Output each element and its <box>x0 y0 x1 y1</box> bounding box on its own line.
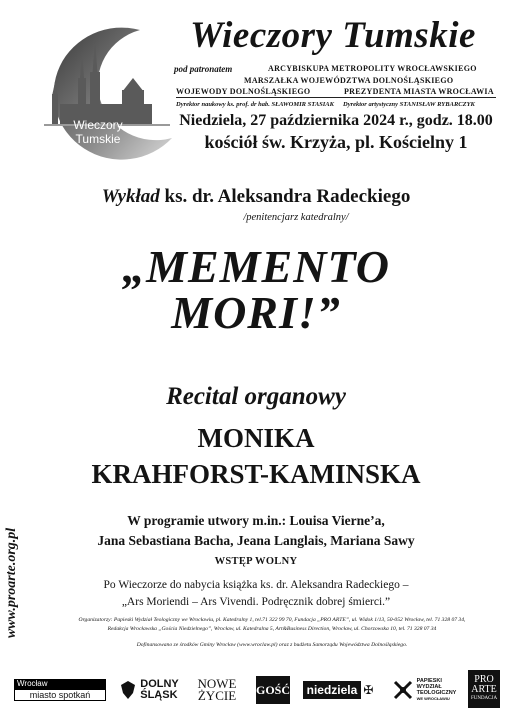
nowe-line2: ŻYCIE <box>197 688 237 703</box>
patron-line-2: MARSZAŁKA WOJEWÓDZTWA DOLNOŚLĄSKIEGO <box>244 76 454 85</box>
patron-line-left: WOJEWODY DOLNOŚLĄSKIEGO <box>176 87 311 96</box>
director-scientific: Dyrektor naukowy ks. prof. dr hab. SŁAWOMIR STASIAK <box>176 101 334 108</box>
program-line2: Jana Sebastiana Bacha, Jeana Langlais, Mariana Sawy <box>97 533 415 548</box>
book-line1: Po Wieczorze do nabycia książka ks. dr. Aleksandra Radeckiego – <box>103 579 409 591</box>
lecture-title <box>40 241 472 338</box>
pwt-line3: TEOLOGICZNY <box>416 690 457 696</box>
pwt-logo <box>386 678 462 702</box>
organizers-line2: Redakcja Wrocławska „Gościa Niedzielnego”, Wrocław, ul. Katedralna 5, Art&Business Direction, Wrocław, ul. Chorzowska 10, tel. 71 328 07 34 <box>107 625 437 632</box>
speaker-role: /penitencjarz katedralny/ <box>243 212 349 223</box>
logo-text-line1: Wieczory <box>73 118 123 132</box>
wieczory-tumskie-logo <box>22 20 182 160</box>
lecture-speaker: ks. dr. Aleksandra Radeckiego <box>159 186 411 207</box>
program-text <box>40 511 472 551</box>
free-entry: WSTĘP WOLNY <box>214 556 298 567</box>
proarte-line1: PRO <box>474 674 494 685</box>
proarte-line2: ARTE <box>471 684 497 695</box>
artist-line1: MONIKA <box>197 423 315 453</box>
patronage-label: pod patronatem <box>174 64 233 74</box>
wroclaw-logo-line2: miasto spotkań <box>14 689 106 701</box>
website-link[interactable]: www.proarte.org.pl <box>4 527 19 639</box>
niedziela-logo <box>300 678 376 702</box>
pwt-line4: WE WROCŁAWIU <box>416 696 450 701</box>
dolny-line2: ŚLĄSK <box>140 689 178 701</box>
lecture-title-line2: MORI!” <box>171 287 341 338</box>
event-place: kościół św. Krzyża, pl. Kościelny 1 <box>204 132 468 152</box>
niedziela-text: niedziela <box>303 681 362 699</box>
gosc-niedzielny-logo: GOŚĆ <box>256 676 290 704</box>
wroclaw-logo-line1: Wrocław <box>14 679 106 689</box>
nowe-zycie-logo <box>194 678 240 702</box>
director-artistic: Dyrektor artystyczny STANISŁAW RYBARCZYK <box>343 101 475 108</box>
proarte-line3: FUNDACJA <box>470 696 498 701</box>
event-date: Niedziela, 27 października 2024 r., godz. 18.00 <box>179 112 493 129</box>
artist-line2: KRAHFORST-KAMINSKA <box>91 459 421 489</box>
pro-arte-logo <box>468 670 500 708</box>
header-divider <box>176 97 496 98</box>
keys-icon <box>392 679 414 701</box>
artist-name <box>40 420 472 492</box>
organizers-line1: Organizatorzy: Papieski Wydział Teologiczny we Wrocławiu, pl. Katedralny 1, tel.71 322 99 70, Fundacja „PRO ARTE”, ul. Widok 1/13, 50-052 Wrocław, tel. 71 328 07 34, <box>78 617 466 623</box>
lecture-title-line1: „MEMENTO <box>122 241 390 292</box>
lecture-label: Wykład <box>101 186 160 207</box>
logo-text-line2: Tumskie <box>75 132 121 146</box>
organizers <box>40 616 504 633</box>
wroclaw-logo <box>14 678 106 702</box>
book-info <box>40 577 472 611</box>
sponsor-logos <box>0 668 512 712</box>
cross-icon: ✠ <box>363 683 374 697</box>
patron-line-1: ARCYBISKUPA METROPOLITY WROCŁAWSKIEGO <box>268 64 477 73</box>
funding-note: Dofinansowano ze środków Gminy Wrocław (www.wroclaw.pl) oraz z budżetu Samorządu Województwa Dolnośląskiego. <box>136 642 408 648</box>
dolny-line1: DOLNY <box>140 678 179 690</box>
patron-line-right: PREZYDENTA MIASTA WROCŁAWIA <box>344 87 494 96</box>
lecture-heading <box>40 186 472 208</box>
pwt-line2: WYDZIAŁ <box>416 684 442 690</box>
pwt-line1: PAPIESKI <box>416 678 442 684</box>
page-title: Wieczory Tumskie <box>190 15 476 56</box>
program-line1: W programie utwory m.in.: Louisa Vierne’a, <box>127 513 385 528</box>
book-line2: „Ars Moriendi – Ars Vivendi. Podręcznik dobrej śmierci.” <box>121 596 391 608</box>
dolny-slask-logo <box>114 678 184 702</box>
eagle-icon <box>119 679 137 701</box>
recital-label: Recital organowy <box>166 383 346 410</box>
nowe-line1: NOWE <box>197 676 237 691</box>
